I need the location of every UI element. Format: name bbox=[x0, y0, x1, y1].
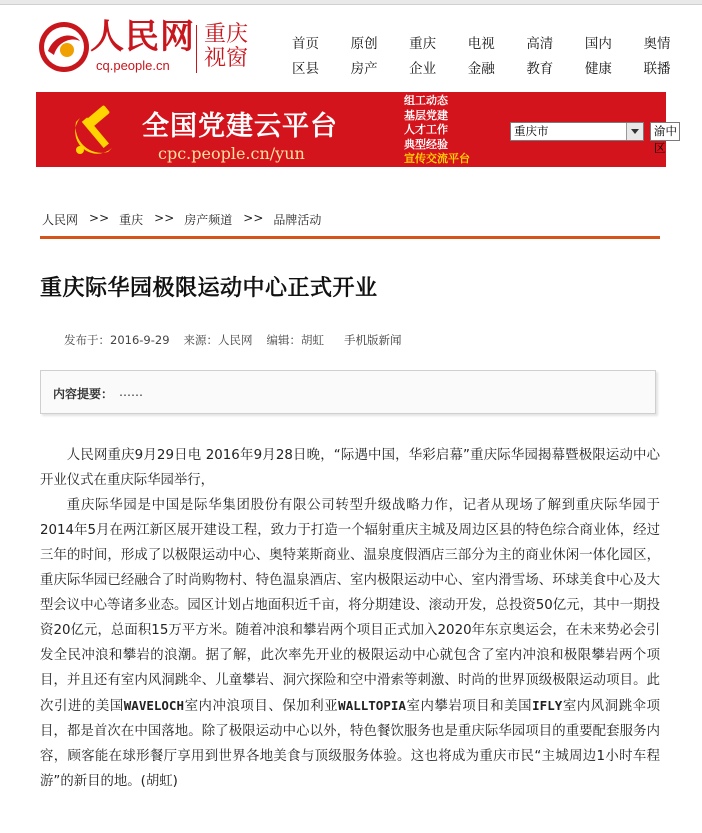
nav-item-broadcast[interactable]: 联播 bbox=[643, 60, 671, 77]
people-logo-icon[interactable] bbox=[38, 21, 90, 73]
summary-label: 内容提要： bbox=[53, 387, 114, 401]
region-line-1: 重庆 bbox=[204, 22, 249, 47]
logo-domain: cq.people.cn bbox=[96, 58, 170, 73]
banner-topic[interactable]: 宣传交流平台 bbox=[404, 152, 470, 165]
article-editor: 编辑：胡虹 bbox=[266, 333, 325, 347]
article-body bbox=[40, 443, 660, 794]
breadcrumb-separator: >> bbox=[154, 211, 175, 225]
nav-item-finance[interactable]: 金融 bbox=[467, 60, 495, 77]
logo-divider bbox=[196, 25, 197, 73]
paragraph-text: 室内攀岩项目和美国 bbox=[405, 699, 533, 714]
article-title: 重庆际华园极限运动中心正式开业 bbox=[40, 276, 378, 301]
article-paragraph-1: 人民网重庆9月29日电 2016年9月28日晚，“际遇中国，华彩启幕”重庆际华园揭幕暨极限运动中心开业仪式在重庆际华园举行， bbox=[40, 448, 660, 488]
nav-item-business[interactable]: 企业 bbox=[409, 60, 437, 77]
brand-waveloch: WAVELOCH bbox=[123, 698, 184, 713]
main-nav bbox=[292, 29, 702, 79]
nav-item-opinion[interactable]: 奥情 bbox=[643, 35, 671, 52]
article-source: 来源：人民网 bbox=[183, 333, 253, 347]
site-header bbox=[0, 5, 702, 85]
nav-row-2 bbox=[292, 54, 702, 79]
logo-text[interactable]: 人民网 bbox=[90, 17, 195, 57]
nav-item-realestate[interactable]: 房产 bbox=[350, 60, 378, 77]
nav-item-districts[interactable]: 区县 bbox=[292, 60, 319, 77]
breadcrumb bbox=[42, 211, 321, 228]
nav-item-hd[interactable]: 高清 bbox=[526, 35, 554, 52]
nav-item-home[interactable]: 首页 bbox=[292, 35, 319, 52]
chevron-down-icon[interactable] bbox=[626, 123, 643, 140]
paragraph-text: 室内风洞跳伞项目，都是首次在中国落地。除了极限运动中心以外，特色餐饮服务也是重庆际华园项目的重要配套服务内容，顾客能在球形餐厅享用到世界各地美食与顶级服务体验。这也将成为重庆市民“主城周边1小时车程游”的新目的地。(胡虹) bbox=[40, 699, 661, 789]
hammer-sickle-icon bbox=[68, 102, 124, 158]
paragraph-text: 重庆际华园是中国是际华集团股份有限公司转型升级战略力作，记者从现场了解到重庆际华园于2014年5月在两江新区展开建设工程，致力于打造一个辐射重庆主城及周边区县的特色综合商业体，经过三年的时间，形成了以极限运动中心、奥特莱斯商业、温泉度假酒店三部分为主的商业休闲一体化园区，重庆际华园已经融合了时尚购物村、特色温泉酒店、室内极限运动中心、室内滑雪场、环球美食中心及大型会议中心等诸多业态。园区计划占地面积近千亩，将分期建设、滚动开发，总投资50亿元，其中一期投资20亿元，总面积15万平方米。随着冲浪和攀岩两个项目正式加入2020年东京奥运会，在未来势必会引发全民冲浪和攀岩的浪潮。据了解，此次率先开业的极限运动中心就包含了室内冲浪和极限攀岩两个项目，并且还有室内风洞跳伞、儿童攀岩、洞穴探险和空中滑索等刺激、时尚的世界顶级极限运动项目。此次引进的美国 bbox=[40, 498, 660, 714]
article-meta bbox=[64, 332, 416, 348]
summary-box bbox=[40, 370, 656, 414]
article-paragraph-2 bbox=[40, 493, 660, 794]
region-label[interactable] bbox=[204, 23, 248, 71]
banner-topic[interactable]: 典型经验 bbox=[404, 137, 448, 151]
paragraph-text: 室内冲浪项目、保加利亚 bbox=[184, 699, 339, 714]
nav-item-education[interactable]: 教育 bbox=[526, 60, 554, 77]
nav-item-original[interactable]: 原创 bbox=[350, 35, 378, 52]
summary-value: …… bbox=[119, 385, 143, 399]
breadcrumb-item-chongqing[interactable]: 重庆 bbox=[119, 213, 144, 227]
nav-item-domestic[interactable]: 国内 bbox=[584, 35, 612, 52]
brand-ifly: IFLY bbox=[532, 698, 563, 713]
banner-topic-list bbox=[404, 94, 514, 167]
brand-walltopia: WALLTOPIA bbox=[338, 698, 406, 713]
breadcrumb-item-brand-events[interactable]: 品牌活动 bbox=[273, 213, 322, 227]
breadcrumb-separator: >> bbox=[243, 211, 264, 225]
nav-item-tv[interactable]: 电视 bbox=[467, 35, 495, 52]
breadcrumb-item-realestate[interactable]: 房产频道 bbox=[184, 213, 233, 227]
city-select[interactable] bbox=[510, 122, 644, 141]
nav-item-chongqing[interactable]: 重庆 bbox=[409, 35, 437, 52]
region-line-2: 视窗 bbox=[204, 46, 249, 71]
mobile-version-link[interactable]: 手机版新闻 bbox=[344, 333, 402, 347]
publish-date: 发布于：2016-9-29 bbox=[64, 333, 170, 347]
nav-row-1 bbox=[292, 29, 702, 54]
banner-topic[interactable]: 组工动态 bbox=[404, 94, 448, 107]
banner-topic[interactable]: 基层党建 bbox=[404, 108, 448, 122]
banner-domain: cpc.people.cn/yun bbox=[158, 144, 305, 163]
nav-item-health[interactable]: 健康 bbox=[584, 60, 612, 77]
district-select-value: 渝中区 bbox=[654, 124, 677, 155]
breadcrumb-item-people[interactable]: 人民网 bbox=[42, 213, 79, 227]
district-select[interactable] bbox=[650, 122, 680, 155]
banner-title: 全国党建云平台 bbox=[142, 111, 338, 142]
party-building-banner[interactable] bbox=[36, 92, 677, 167]
breadcrumb-separator: >> bbox=[89, 211, 110, 225]
city-select-value: 重庆市 bbox=[514, 124, 549, 138]
breadcrumb-underline bbox=[40, 236, 660, 239]
banner-topic[interactable]: 人才工作 bbox=[404, 123, 448, 136]
